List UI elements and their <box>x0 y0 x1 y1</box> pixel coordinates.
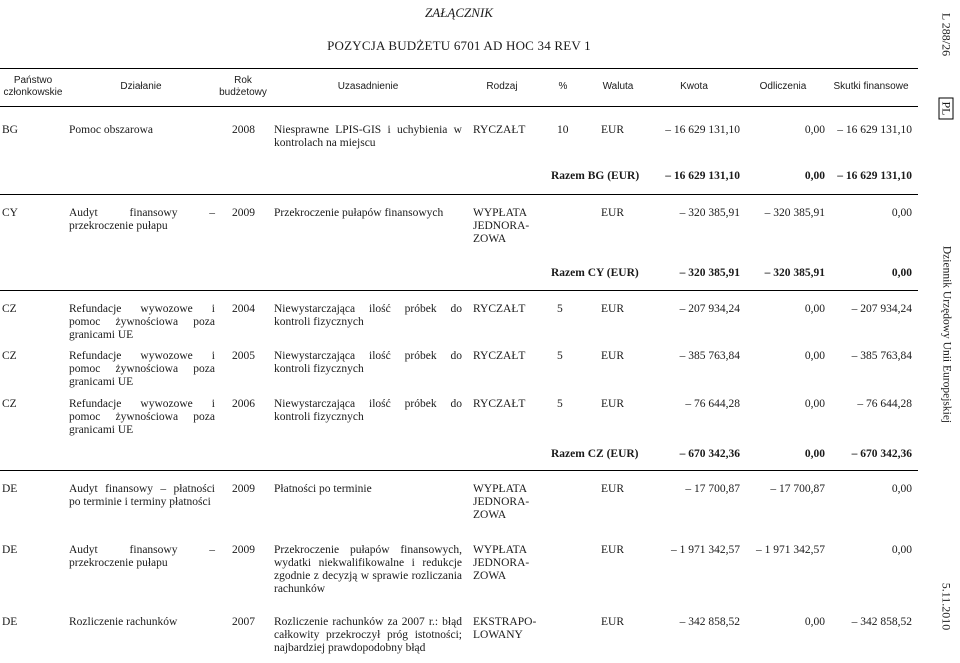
cell-deduction: – 320 385,91 <box>764 207 825 219</box>
journal-name: Dziennik Urzędowy Unii Europejskiej <box>940 245 953 424</box>
cell-reason: Niewystarczająca ilość próbek do kontroli fizycznych <box>274 303 462 328</box>
cell-deduction: 0,00 <box>804 616 825 628</box>
cell-year: 2004 <box>232 303 255 315</box>
cell-impact: – 207 934,24 <box>851 303 912 315</box>
cell-reason: Niesprawne LPIS-GIS i uchybienia w kontrolach na miejscu <box>274 124 462 149</box>
cell-year: 2007 <box>232 616 255 628</box>
cell-year: 2009 <box>232 483 255 495</box>
cell-deduction: 0,00 <box>804 124 825 136</box>
cell-impact: – 385 763,84 <box>851 350 912 362</box>
budget-item-title: POZYCJA BUDŻETU 6701 AD HOC 34 REV 1 <box>327 38 591 53</box>
cell-year: 2005 <box>232 350 255 362</box>
col-amount: Kwota <box>680 81 708 92</box>
cell-amount: – 320 385,91 <box>679 207 740 219</box>
annex-label: ZAŁĄCZNIK <box>425 5 493 20</box>
cell-currency: EUR <box>601 398 624 410</box>
cell-year: 2006 <box>232 398 255 410</box>
cell-reason: Przekroczenie pułapów finansowych <box>274 207 444 219</box>
cell-action: Refundacje wywozowe i pomoc żywnościowa poza granicami UE <box>69 350 215 388</box>
cell-reason: Rozliczenie rachunków za 2007 r.: błąd całkowity przekroczył próg istotności; najbardziej prawdopodobny błąd <box>274 616 462 654</box>
cell-type: RYCZAŁT <box>473 124 526 136</box>
cell-currency: EUR <box>601 544 624 556</box>
cell-amount: – 16 629 131,10 <box>665 124 740 136</box>
total-amount: – 16 629 131,10 <box>665 170 740 182</box>
cell-impact: – 342 858,52 <box>851 616 912 628</box>
total-label: Razem BG (EUR) <box>551 170 640 182</box>
cell-action: Pomoc obszarowa <box>69 124 153 136</box>
cell-type: WYPŁATA JEDNORAZOWA <box>473 207 530 245</box>
cell-type: RYCZAŁT <box>473 398 526 410</box>
total-amount: – 320 385,91 <box>679 267 740 279</box>
cell-year: 2008 <box>232 124 255 136</box>
cell-reason: Przekroczenie pułapów finansowych, wydatki niekwalifikowalne i redukcje zgodnie z decyzją w sprawie rozliczania rachunków <box>274 544 462 595</box>
col-type: Rodzaj <box>486 81 518 92</box>
total-deduction: 0,00 <box>804 170 825 182</box>
cell-year: 2009 <box>232 544 255 556</box>
cell-reason: Niewystarczająca ilość próbek do kontroli fizycznych <box>274 398 462 423</box>
page-margin <box>932 0 960 663</box>
cell-reason: Płatności po terminie <box>274 483 372 495</box>
total-impact: – 16 629 131,10 <box>837 170 912 182</box>
cell-state: BG <box>2 124 18 136</box>
cell-pct: 10 <box>557 124 569 136</box>
cell-currency: EUR <box>601 350 624 362</box>
cell-state: DE <box>2 616 18 628</box>
header-top-rule <box>0 68 918 69</box>
total-deduction: – 320 385,91 <box>764 267 825 279</box>
cell-state: CZ <box>2 398 17 410</box>
col-action: Działanie <box>120 81 162 92</box>
page-reference: L 288/26 <box>939 12 954 57</box>
cell-amount: – 342 858,52 <box>679 616 740 628</box>
cell-currency: EUR <box>601 124 624 136</box>
total-deduction: 0,00 <box>804 448 825 460</box>
cell-year: 2009 <box>232 207 255 219</box>
cell-reason: Niewystarczająca ilość próbek do kontroli fizycznych <box>274 350 462 375</box>
cell-deduction: 0,00 <box>804 350 825 362</box>
cell-state: CZ <box>2 350 17 362</box>
cell-action: Rozliczenie rachunków <box>69 616 178 628</box>
cell-amount: – 207 934,24 <box>679 303 740 315</box>
col-currency: Waluta <box>602 81 634 92</box>
total-impact: 0,00 <box>891 267 912 279</box>
cell-action: Audyt finansowy – przekroczenie pułapu <box>69 207 215 232</box>
cell-type: EKSTRAPOLOWANY <box>473 616 537 641</box>
header-bottom-rule <box>0 106 918 107</box>
cell-impact: – 16 629 131,10 <box>837 124 912 136</box>
cell-action: Refundacje wywozowe i pomoc żywnościowa poza granicami UE <box>69 398 215 436</box>
publication-date: 5.11.2010 <box>939 582 954 631</box>
cell-impact: – 76 644,28 <box>857 398 912 410</box>
cell-type: RYCZAŁT <box>473 303 526 315</box>
col-impact: Skutki finansowe <box>833 81 909 92</box>
total-amount: – 670 342,36 <box>679 448 740 460</box>
language-code: PL <box>938 97 953 119</box>
cell-amount: – 17 700,87 <box>685 483 740 495</box>
row-separator <box>0 290 918 291</box>
cell-action: Refundacje wywozowe i pomoc żywnościowa poza granicami UE <box>69 303 215 341</box>
cell-pct: 5 <box>557 398 563 410</box>
cell-state: CY <box>2 207 18 219</box>
col-year: Rok budżetowy <box>219 75 267 98</box>
col-pct: % <box>558 81 568 92</box>
cell-impact: 0,00 <box>891 544 912 556</box>
cell-amount: – 385 763,84 <box>679 350 740 362</box>
cell-pct: 5 <box>557 350 563 362</box>
cell-currency: EUR <box>601 207 624 219</box>
cell-action: Audyt finansowy – płatności po terminie i terminy płatności <box>69 483 215 508</box>
cell-deduction: – 1 971 342,57 <box>756 544 825 556</box>
total-impact: – 670 342,36 <box>851 448 912 460</box>
cell-state: DE <box>2 483 18 495</box>
cell-deduction: – 17 700,87 <box>770 483 825 495</box>
total-label: Razem CY (EUR) <box>551 267 639 279</box>
cell-type: WYPŁATA JEDNORAZOWA <box>473 544 530 582</box>
cell-amount: – 1 971 342,57 <box>671 544 740 556</box>
cell-state: CZ <box>2 303 17 315</box>
cell-type: WYPŁATA JEDNORAZOWA <box>473 483 530 521</box>
total-label: Razem CZ (EUR) <box>551 448 639 460</box>
cell-state: DE <box>2 544 18 556</box>
cell-currency: EUR <box>601 483 624 495</box>
cell-currency: EUR <box>601 303 624 315</box>
cell-action: Audyt finansowy – przekroczenie pułapu <box>69 544 215 569</box>
cell-type: RYCZAŁT <box>473 350 526 362</box>
col-deduction: Odliczenia <box>759 81 807 92</box>
cell-amount: – 76 644,28 <box>685 398 740 410</box>
row-separator <box>0 470 918 471</box>
cell-deduction: 0,00 <box>804 398 825 410</box>
row-separator <box>0 194 918 195</box>
col-state: Państwo członkowskie <box>3 75 63 98</box>
cell-deduction: 0,00 <box>804 303 825 315</box>
cell-impact: 0,00 <box>891 483 912 495</box>
cell-impact: 0,00 <box>891 207 912 219</box>
cell-pct: 5 <box>557 303 563 315</box>
language-box <box>934 96 958 120</box>
col-reason: Uzasadnienie <box>337 81 399 92</box>
cell-currency: EUR <box>601 616 624 628</box>
